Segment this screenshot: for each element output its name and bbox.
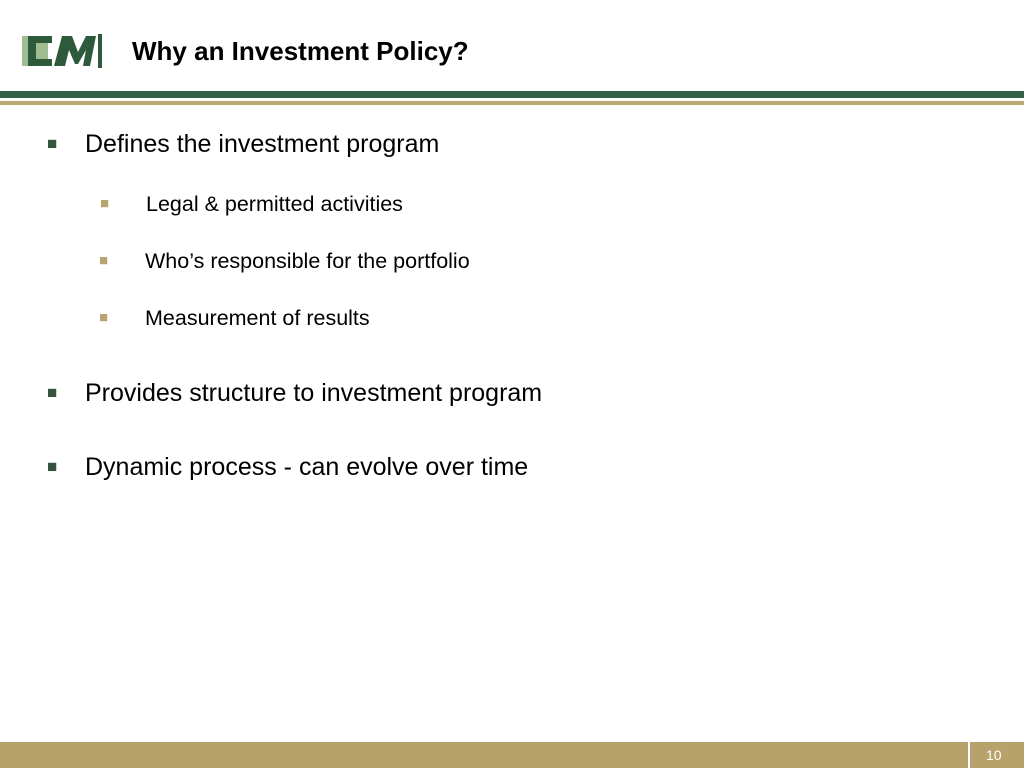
logo-right-bar	[98, 34, 102, 68]
sub-bullet-item	[99, 247, 470, 275]
sub-bullet-text: Measurement of results	[145, 306, 370, 330]
bullet-text: Dynamic process - can evolve over time	[85, 453, 529, 481]
bullet-square-icon: ■	[47, 383, 58, 402]
company-logo	[22, 30, 106, 72]
bullet-text: Provides structure to investment program	[85, 379, 543, 407]
bullet-square-icon: ■	[47, 457, 58, 476]
bullet-text: Defines the investment program	[85, 130, 440, 158]
bullet-item	[47, 377, 543, 409]
page-number: 10	[986, 747, 1002, 763]
footer-divider	[968, 742, 970, 768]
bullet-square-icon: ■	[47, 134, 58, 153]
bullet-item	[47, 451, 529, 483]
sub-bullet-item	[100, 190, 403, 218]
sub-bullet-square-icon: ■	[100, 195, 110, 212]
sub-bullet-square-icon: ■	[99, 252, 109, 269]
footer-bar	[0, 742, 1024, 768]
header-rule-green	[0, 91, 1024, 98]
header-rule-tan	[0, 101, 1024, 105]
sub-bullet-item	[99, 304, 370, 332]
sub-bullet-text: Who’s responsible for the portfolio	[145, 249, 470, 273]
slide-title: Why an Investment Policy?	[132, 36, 469, 66]
logo-m-shape	[54, 36, 96, 66]
sub-bullet-square-icon: ■	[99, 309, 109, 326]
bullet-item	[47, 128, 440, 160]
sub-bullet-text: Legal & permitted activities	[146, 192, 403, 216]
